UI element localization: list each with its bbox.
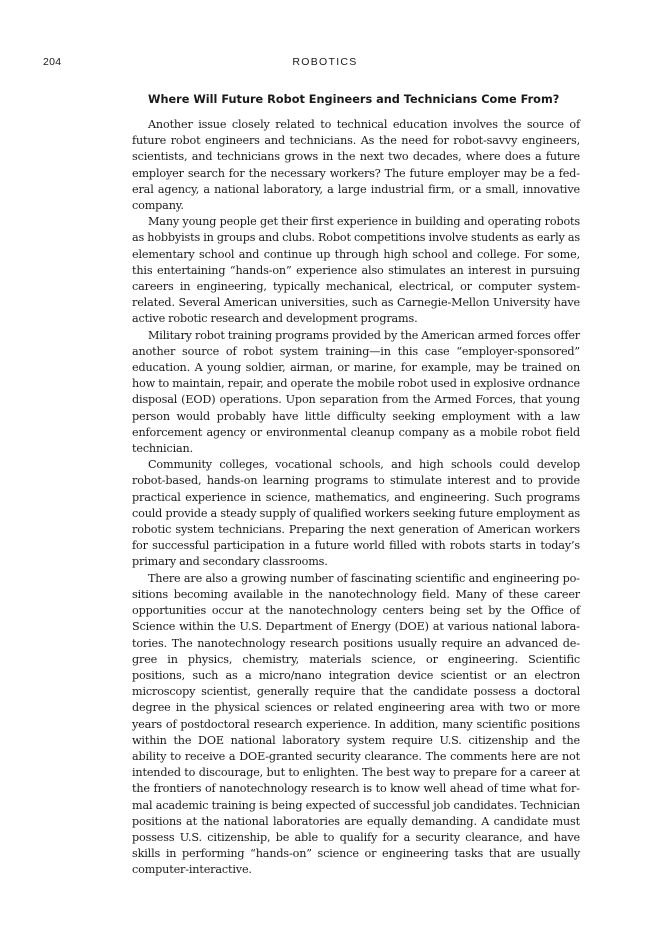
page-number: 204 (43, 56, 62, 68)
running-title: ROBOTICS (292, 56, 358, 68)
section-heading: Where Will Future Robot Engineers and Technicians Come From? (148, 93, 560, 106)
paragraph-4: Community colleges, vocational schools, and high schools could develop robot-based, hands-on learning programs to stimulate interest and to provide practical experience in science, mathematics, and engineering. Such programs could provide a steady supply of qualified workers seeking future employment as robotic system technicians. Preparing the next generation of American workers for successful participation in a future world filled with robots starts in today’s primary and secondary classrooms. (132, 458, 580, 569)
running-head (0, 56, 650, 72)
paragraph-1: Another issue closely related to technical education involves the source of future robot engineers and technicians. As the need for robot-savvy engineers, scientists, and technicians grows in the next two decades, where does a future employer search for the necessary workers? The future employer may be a federal agency, a national laboratory, a large industrial firm, or a small, innovative company. (132, 118, 580, 213)
paragraph-5: There are also a growing number of fascinating scientific and engineering positions becoming available in the nanotechnology field. Many of these career opportunities occur at the nanotechnology centers being set by the Office of Science within the U.S. Department of Energy (DOE) at various national laboratories. The nanotechnology research positions usually require an advanced degree in physics, chemistry, materials science, or engineering. Scientific positions, such as a micro/nano integration device scientist or an electron microscopy scientist, generally require that the candidate possess a doctoral degree in the physical sciences or related engineering area with two or more years of postdoctoral research experience. In addition, many scientific positions within the DOE national laboratory system require U.S. citizenship and the ability to receive a DOE-granted security clearance. The comments here are not intended to discourage, but to enlighten. The best way to prepare for a career at the frontiers of nanotechnology research is to know well ahead of time what formal academic training is being expected of successful job candidates. Technician positions at the national laboratories are equally demanding. A candidate must possess U.S. citizenship, be able to qualify for a security clearance, and have skills in performing “hands-on” science or engineering tasks that are usually computer-interactive. (132, 571, 580, 877)
main-text (132, 92, 580, 879)
paragraph-2: Many young people get their first experience in building and operating robots as hobbyists in groups and clubs. Robot competitions involve students as early as elementary school and continue up through high school and college. For some, this entertaining “hands-on” experience also stimulates an interest in pursuing careers in engineering, typically mechanical, electrical, or computer system-related. Several American universities, such as Carnegie-Mellon University have active robotic research and development programs. (132, 215, 580, 326)
paragraph-3: Military robot training programs provided by the American armed forces offer another source of robot system training—in this case “employer-sponsored” education. A young soldier, airman, or marine, for example, may be trained on how to maintain, repair, and operate the mobile robot used in explosive ordnance disposal (EOD) operations. Upon separation from the Armed Forces, that young person would probably have little difficulty seeking employment with a law enforcement agency or environmental cleanup company as a mobile robot field technician. (132, 328, 580, 456)
